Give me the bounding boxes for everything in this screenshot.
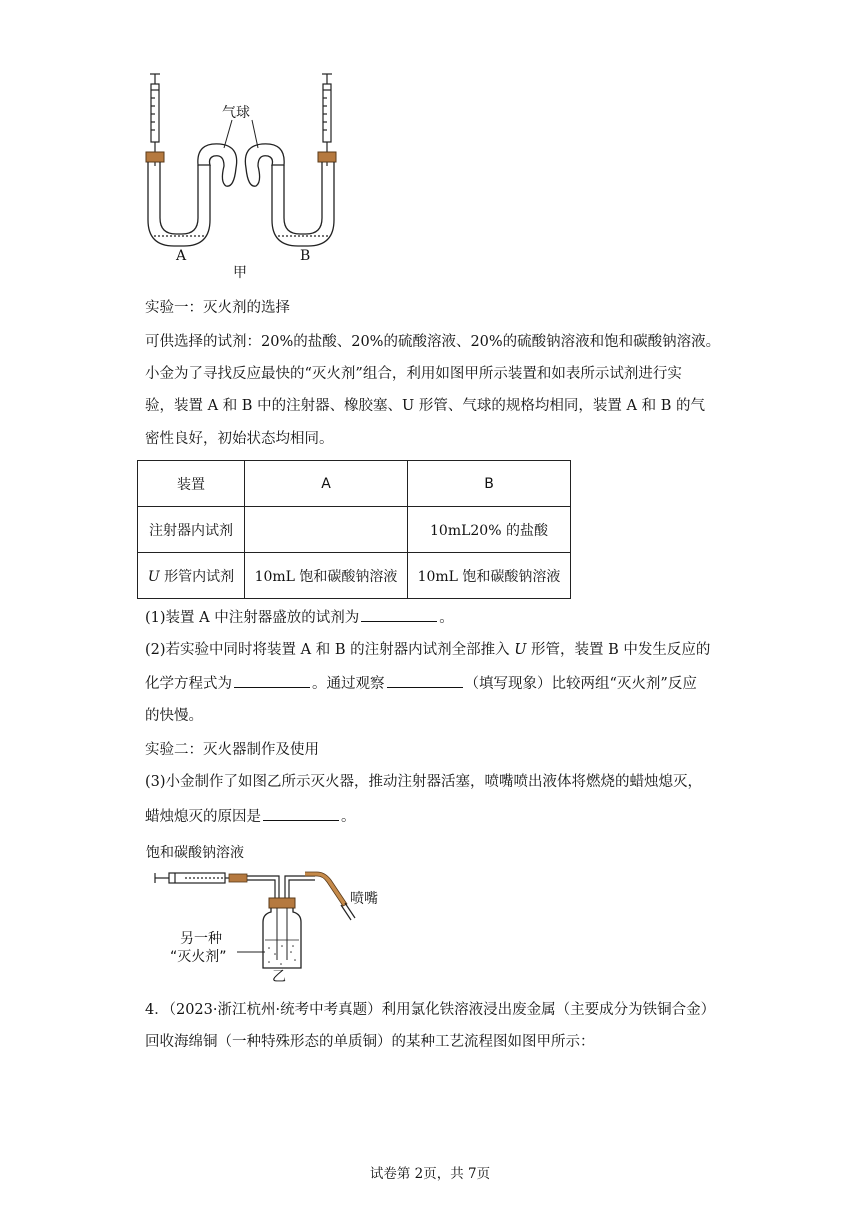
q2-text-a: (2)若实验中同时将装置 A 和 B 的注射器内试剂全部推入 [145, 642, 515, 658]
table-row [138, 461, 571, 507]
reagent-table [137, 460, 571, 599]
reagents-paragraph: 可供选择的试剂：20%的盐酸、20%的硫酸溶液、20%的硫酸钠溶液和饱和碳酸钠溶液。 [145, 334, 721, 350]
question-2-line-3: 的快慢。 [145, 708, 203, 724]
q3-end: 。 [341, 809, 356, 825]
intro-line-3: 密性良好，初始状态均相同。 [145, 431, 334, 447]
q2-text-d: 。通过观察 [312, 676, 385, 692]
figure-jia-apparatus [140, 70, 360, 270]
table-cell-syringe-label: 注射器内试剂 [138, 507, 245, 553]
question-3-line-2 [145, 806, 356, 827]
q1-end: 。 [439, 610, 454, 626]
question-3-line-1: (3)小金制作了如图乙所示灭火器，推动注射器活塞，喷嘴喷出液体将燃烧的蜡烛熄灭， [145, 774, 703, 790]
table-header-a: A [245, 461, 408, 507]
table-cell-utube-a: 10mL 饱和碳酸钠溶液 [245, 553, 408, 599]
figure-jia-caption: 甲 [233, 265, 247, 281]
table-cell-utube-label [138, 553, 245, 599]
left-u-tube-icon [148, 162, 210, 246]
device-a-label: A [176, 248, 187, 264]
q2-phenomenon-blank[interactable] [387, 673, 463, 688]
exp1-heading: 实验一：灭火剂的选择 [145, 300, 290, 316]
agent-label-2: “灭火剂” [170, 949, 227, 965]
italic-u: U [147, 568, 160, 585]
nozzle-label: 喷嘴 [350, 891, 378, 907]
intro-line-1: 小金为了寻找反应最快的“灭火剂”组合，利用如图甲所示装置和如表所示试剂进行实 [145, 366, 682, 382]
table-cell-utube-b: 10mL 饱和碳酸钠溶液 [408, 553, 571, 599]
agent-label-1: 另一种 [180, 931, 222, 947]
italic-u: U [514, 642, 527, 658]
q3-answer-blank[interactable] [263, 806, 339, 821]
exp2-heading: 实验二：灭火器制作及使用 [145, 742, 319, 758]
q1-text: (1)装置 A 中注射器盛放的试剂为 [145, 610, 360, 626]
right-stopper-icon [318, 152, 336, 162]
device-b-label: B [300, 248, 311, 264]
table-cell-syringe-a [245, 507, 408, 553]
figure-yi-top-label: 饱和碳酸钠溶液 [146, 845, 244, 861]
q1-answer-blank[interactable] [361, 607, 437, 622]
bottle-stopper-icon [269, 898, 295, 908]
left-stopper-icon [146, 152, 164, 162]
table-row [138, 553, 571, 599]
table-cell-syringe-b: 10mL20% 的盐酸 [408, 507, 571, 553]
right-balloon-icon [245, 144, 284, 186]
utube-label-rest: 形管内试剂 [159, 568, 235, 585]
question-2-line-2 [145, 673, 697, 694]
question-2-line-1 [145, 640, 710, 660]
right-u-tube-icon [272, 162, 334, 246]
page-footer: 试卷第 2页，共 7页 [369, 1166, 491, 1182]
q2-text-c: 化学方程式为 [145, 676, 232, 692]
q3-text: 蜡烛熄灭的原因是 [145, 809, 261, 825]
figure-yi-caption: 乙 [272, 969, 286, 985]
question-4-line-1: 4．（2023·浙江杭州·统考中考真题）利用氯化铁溶液浸出废金属（主要成分为铁铜合金） [145, 1002, 716, 1018]
tube-connector-icon [229, 874, 247, 882]
table-header-device: 装置 [138, 461, 245, 507]
q2-text-e: （填写现象）比较两组“灭火剂”反应 [464, 676, 697, 692]
q2-text-b: 形管，装置 B 中发生反应的 [526, 642, 711, 658]
balloon-label: 气球 [222, 105, 250, 121]
question-4-line-2: 回收海绵铜（一种特殊形态的单质铜）的某种工艺流程图如图甲所示： [145, 1034, 595, 1050]
q2-equation-blank[interactable] [234, 673, 310, 688]
intro-line-2: 验，装置 A 和 B 中的注射器、橡胶塞、U 形管、气球的规格均相同，装置 A 和 B 的气 [145, 398, 705, 414]
table-row [138, 507, 571, 553]
nozzle-tube-icon [305, 872, 347, 906]
table-header-b: B [408, 461, 571, 507]
bottle-icon [263, 908, 301, 968]
horizontal-syringe-icon [155, 873, 235, 883]
question-1 [145, 607, 454, 628]
left-balloon-icon [198, 144, 237, 186]
